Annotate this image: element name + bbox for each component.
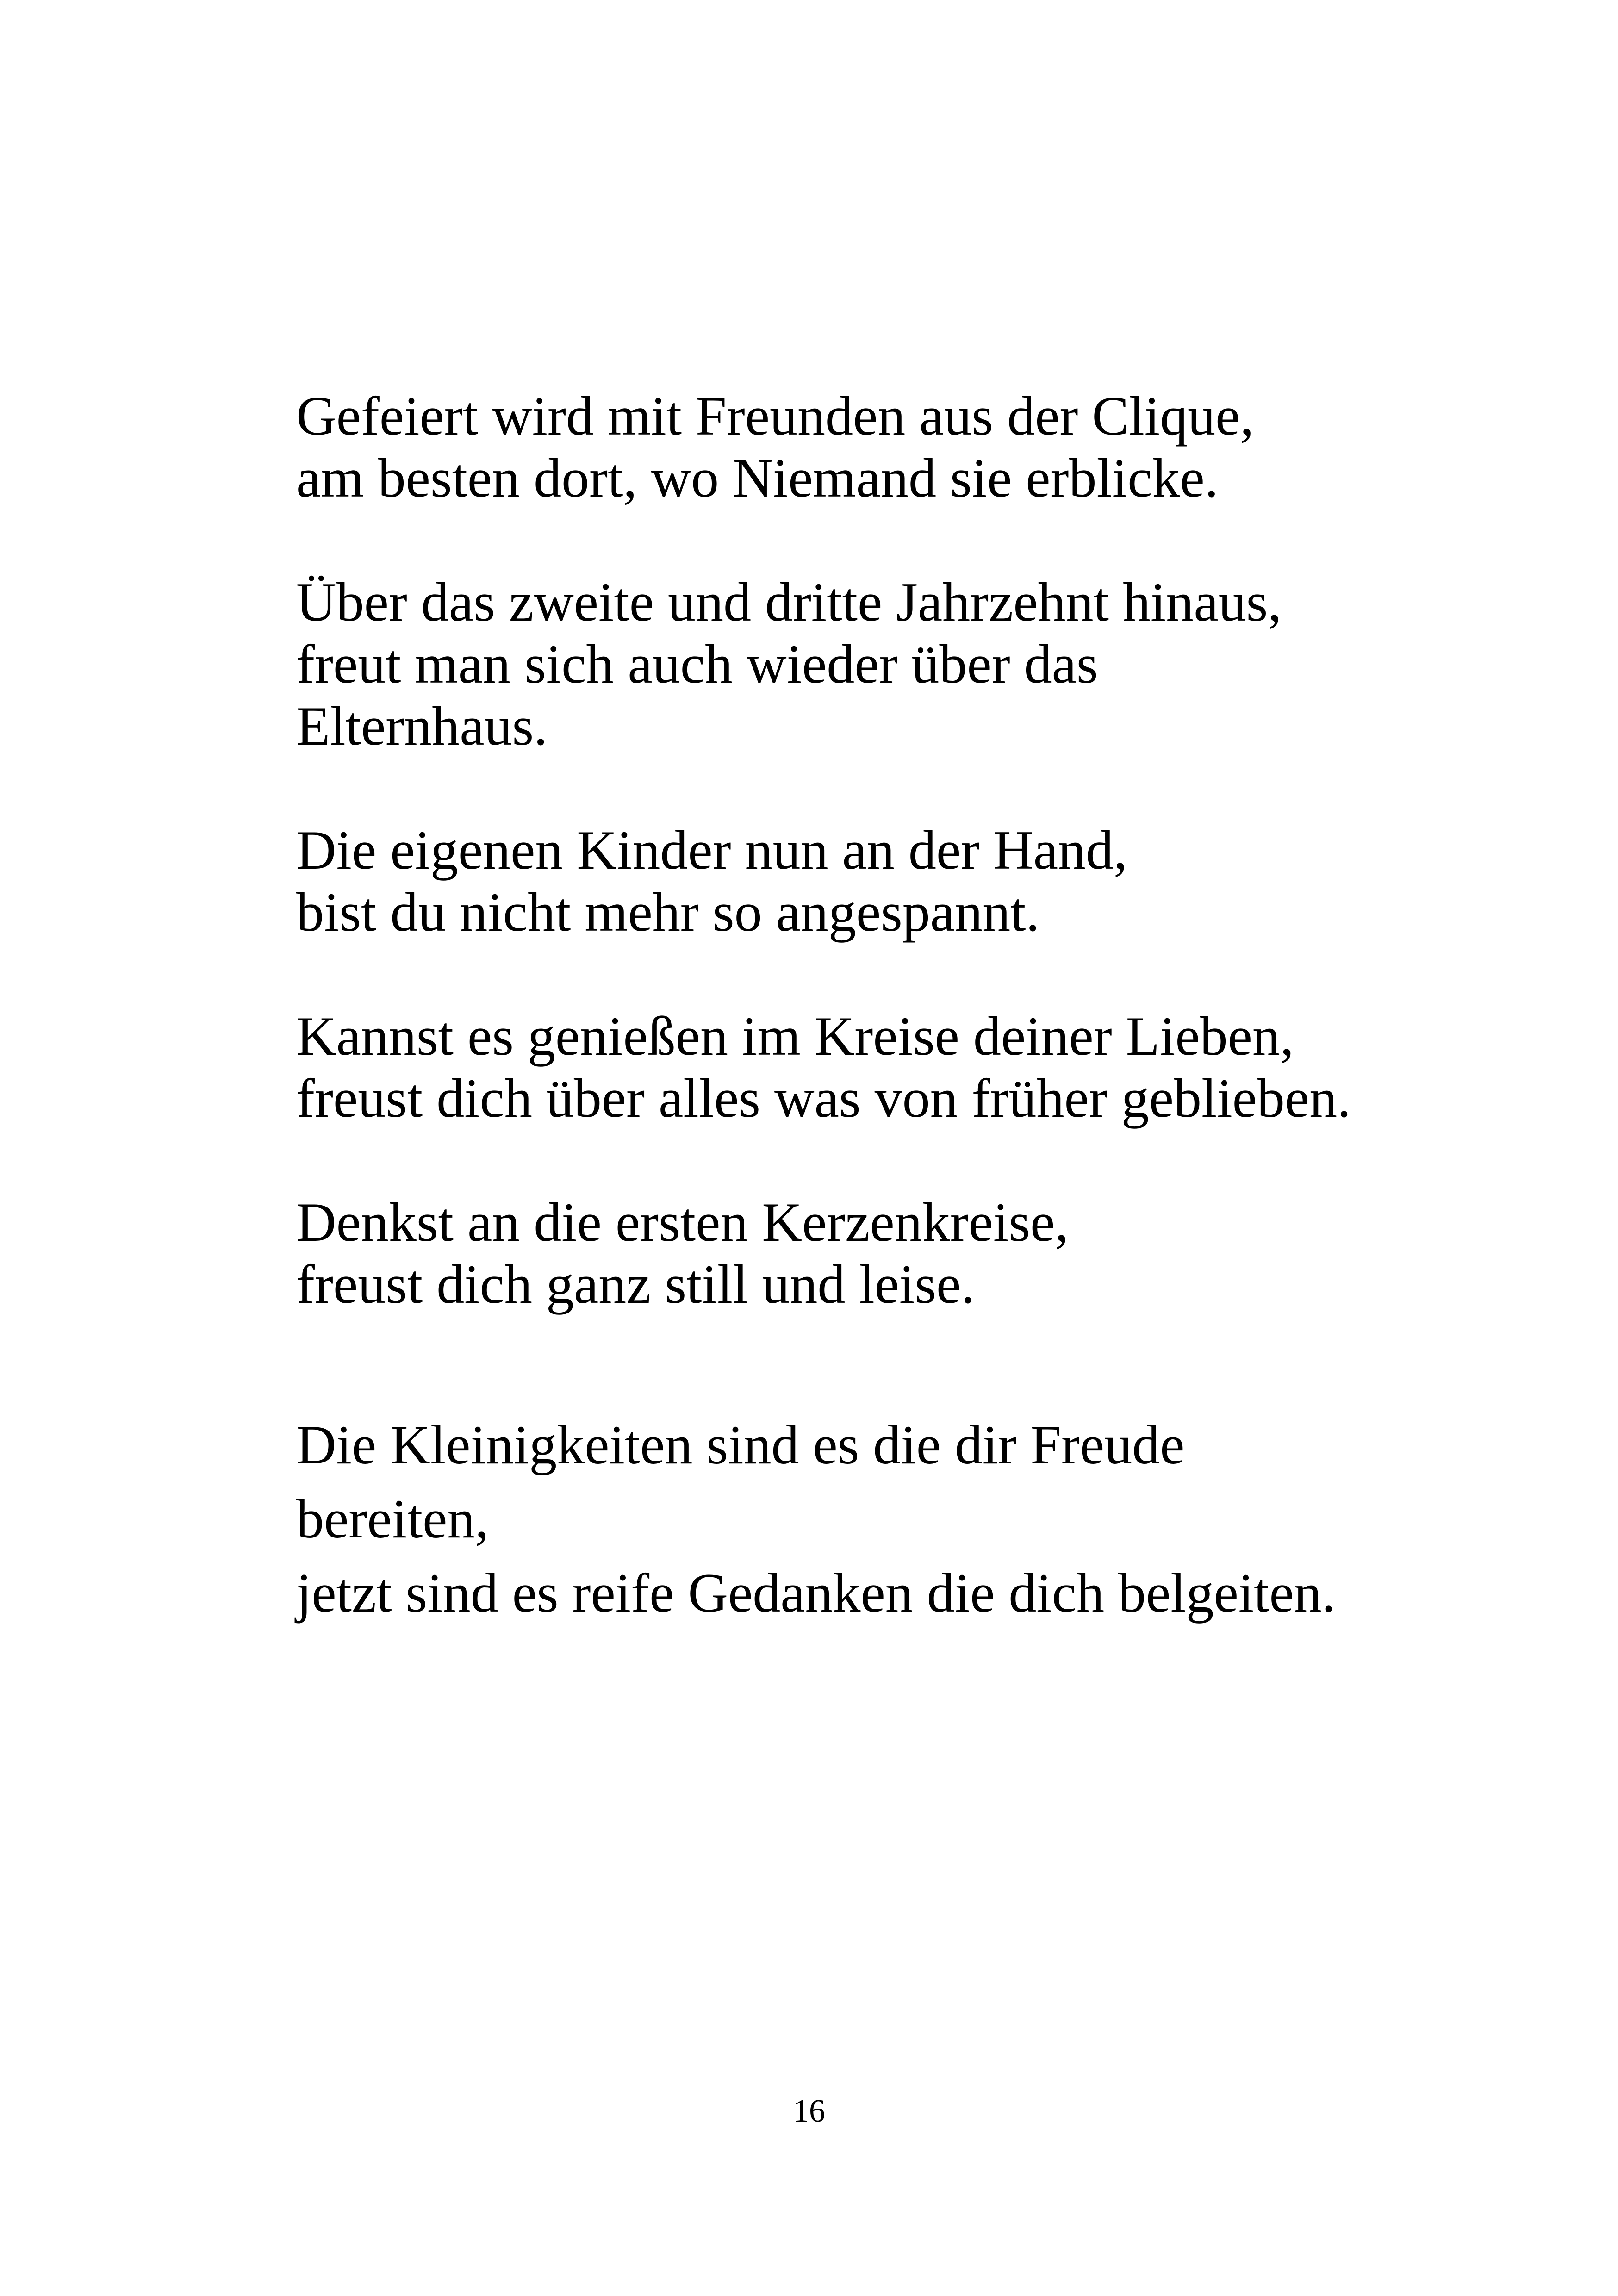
stanza-spacer — [296, 943, 1500, 1005]
poem-line: Gefeiert wird mit Freunden aus der Clique, — [296, 385, 1254, 447]
poem-line: Elternhaus. — [296, 695, 548, 757]
poem-line: bereiten, — [296, 1488, 489, 1549]
poem-line: bist du nicht mehr so angespannt. — [296, 881, 1040, 943]
poem-line: Denkst an die ersten Kerzenkreise, — [296, 1191, 1069, 1253]
stanza-2 — [296, 571, 1500, 757]
stanza-3 — [296, 819, 1500, 943]
stanza-1 — [296, 385, 1500, 509]
stanza-spacer — [296, 1315, 1500, 1408]
stanza-spacer — [296, 757, 1500, 819]
stanza-spacer — [296, 509, 1500, 571]
poem-body — [296, 385, 1500, 1630]
stanza-6 — [296, 1408, 1500, 1630]
stanza-spacer — [296, 1129, 1500, 1191]
poem-line: freust dich ganz still und leise. — [296, 1253, 975, 1315]
poem-line: freust dich über alles was von früher geblieben. — [296, 1067, 1351, 1129]
poem-line: Die Kleinigkeiten sind es die dir Freude — [296, 1414, 1185, 1475]
poem-line: Die eigenen Kinder nun an der Hand, — [296, 819, 1128, 881]
poem-line: am besten dort, wo Niemand sie erblicke. — [296, 447, 1219, 509]
page-number: 16 — [793, 2093, 825, 2129]
poem-line: freut man sich auch wieder über das — [296, 633, 1098, 695]
poem-line: jetzt sind es reife Gedanken die dich belgeiten. — [296, 1562, 1336, 1624]
poem-line: Kannst es genießen im Kreise deiner Lieben, — [296, 1005, 1294, 1067]
stanza-5 — [296, 1191, 1500, 1315]
poem-line: Über das zweite und dritte Jahrzehnt hinaus, — [296, 571, 1282, 633]
stanza-4 — [296, 1005, 1500, 1129]
